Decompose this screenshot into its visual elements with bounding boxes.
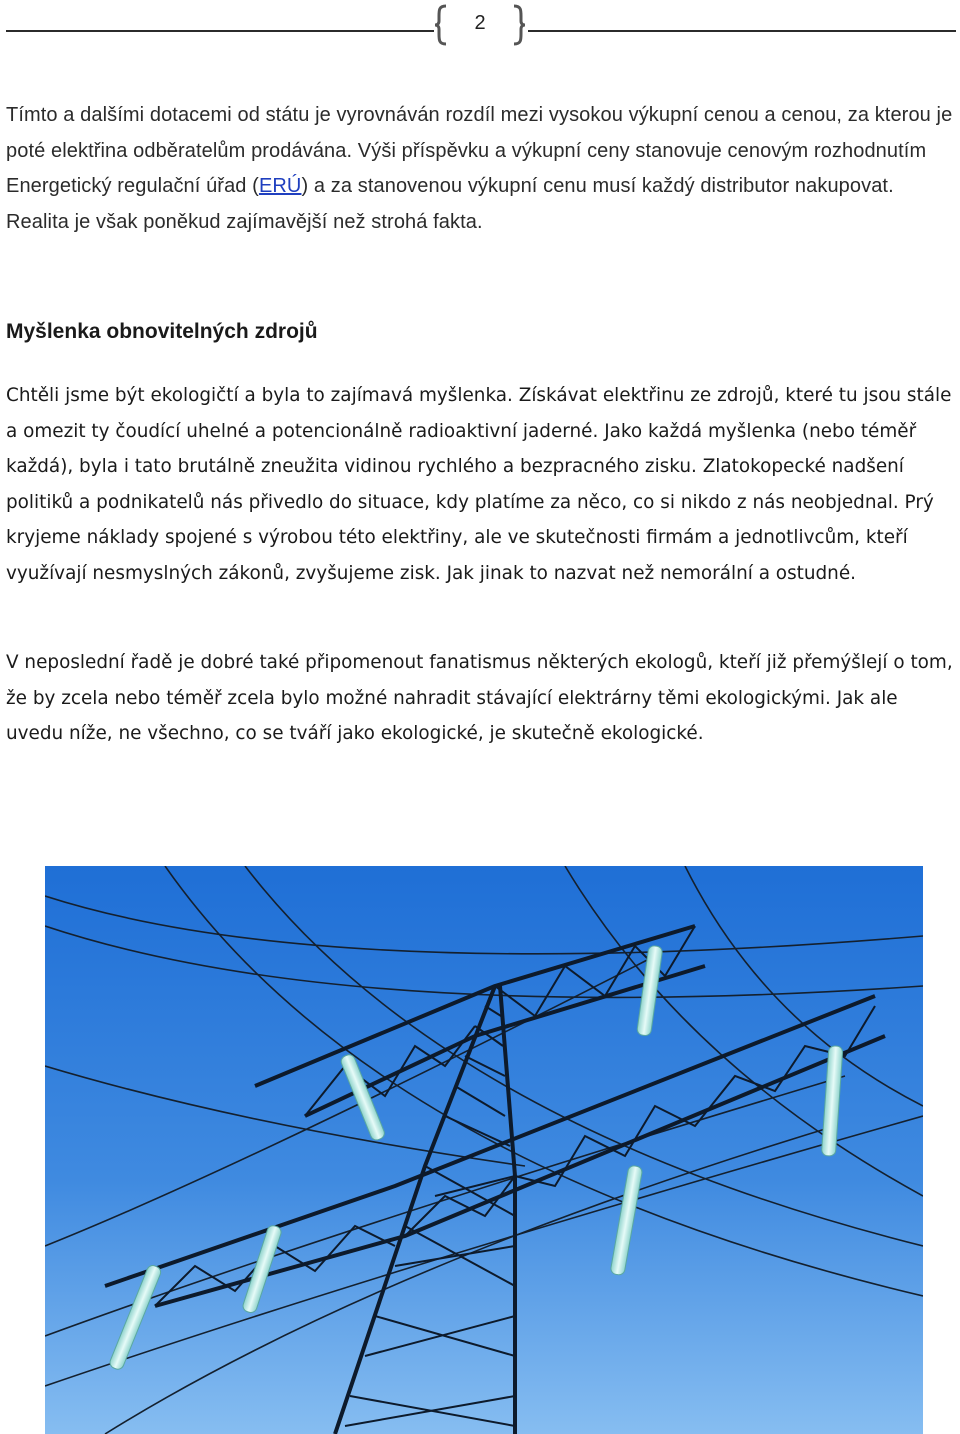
power-pylon-photo: [45, 866, 923, 1434]
header-rule-left: [6, 30, 434, 32]
intro-paragraph: [6, 98, 956, 240]
section-paragraph-1: Chtěli jsme být ekologičtí a byla to zajímavá myšlenka. Získávat elektřinu ze zdrojů, které tu jsou stále a omezit ty čoudící uhelné a potencionálně radioaktivní jaderné. Jako každá myšlenka (nebo téměř každá), byla i tato brutálně zneužita vidinou rychlého a bezpracného zisku. Zlatokopecké nadšení politiků a podnikatelů nás přivedlo do situace, kdy platíme za něco, co si nikdo z nás neobjednal. Prý kryjeme náklady spojené s výrobou této elektřiny, ale ve skutečnosti firmám a jednotlivcům, kteří využívají nesmyslných zákonů, zvyšujeme zisk. Jak jinak to nazvat než nemorální a ostudné.: [6, 385, 952, 584]
intro-text-after-link: ) a za stanovenou výkupní cenu musí každý distributor nakupovat. Realita je však poněkud zajímavější než strohá fakta.: [6, 175, 894, 233]
eru-link[interactable]: ERÚ: [258, 175, 302, 197]
intro-text-before-link: Tímto a dalšími dotacemi od státu je vyrovnáván rozdíl mezi vysokou výkupní cenou a cenou, za kterou je poté elektřina odběratelům prodávána. Výši příspěvku a výkupní ceny stanovuje cenovým rozhodnutím Energetický regulační úřad (: [6, 104, 953, 197]
page-number: 2: [474, 12, 486, 34]
right-brace-icon: [512, 4, 526, 46]
section-heading: Myšlenka obnovitelných zdrojů: [6, 320, 318, 343]
pylon-illustration: [45, 866, 923, 1434]
header-rule-right: [528, 30, 956, 32]
section-paragraph-2: V neposlední řadě je dobré také připomenout fanatismus některých ekologů, kteří již přemýšlejí o tom, že by zcela nebo téměř zcela bylo možné nahradit stávající elektrárny těmi ekologickými. Jak ale uvedu níže, ne všechno, co se tváří jako ekologické, je skutečně ekologické.: [6, 652, 953, 744]
page-header: [0, 0, 960, 50]
left-brace-icon: [434, 4, 448, 46]
